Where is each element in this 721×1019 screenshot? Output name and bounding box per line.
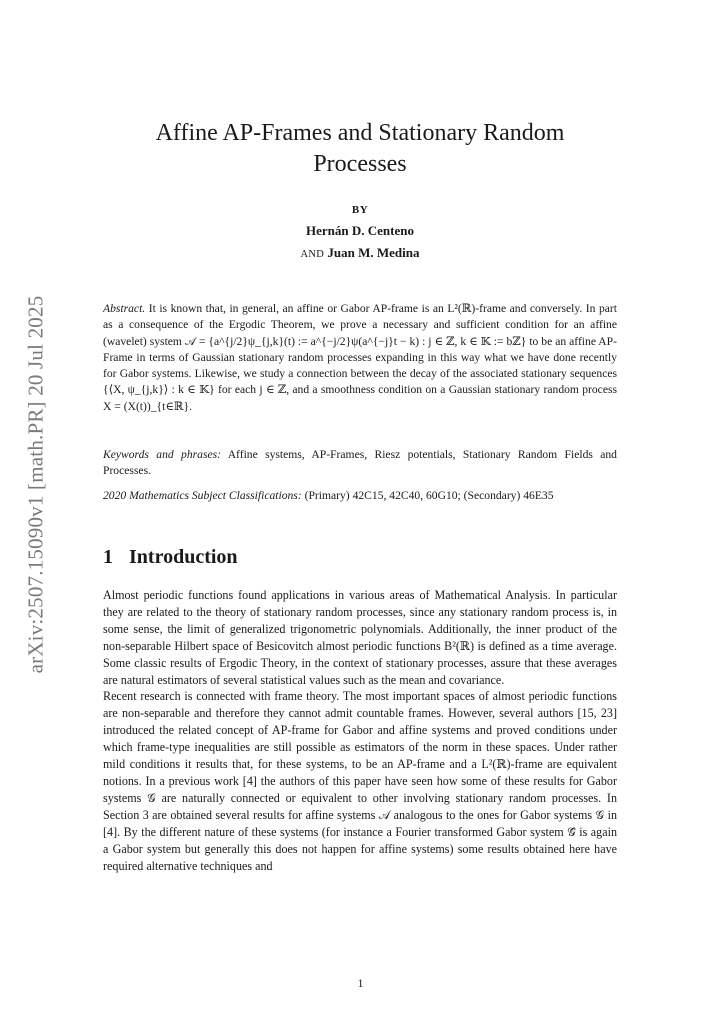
msc-text: (Primary) 42C15, 42C40, 60G10; (Secondary) 46E35	[304, 489, 554, 502]
arxiv-identifier: arXiv:2507.15090v1 [math.PR] 20 Jul 2025	[23, 295, 48, 673]
page-number: 1	[357, 976, 364, 990]
author-1: Hernán D. Centeno	[306, 223, 414, 238]
author-2: Juan M. Medina	[327, 245, 420, 260]
section-heading	[103, 546, 238, 569]
title-line-2: Processes	[313, 151, 407, 177]
abstract-text: It is known that, in general, an affine or Gabor AP-frame is an L²(ℝ)-frame and conversely. In part as a consequence of the Ergodic Theorem, we prove a necessary and sufficient condition for an affine (wavelet) system 𝒜 = {a^{j/2}ψ_{j,k}(t) := a^{−j/2}ψ(a^{−j}t − k) : j ∈ ℤ, k ∈ 𝕂 := bℤ} to be an affine AP-Frame in terms of Gaussian stationary random processes expanding in this way what we have done recently for Gabor systems. Likewise, we study a connection between the decay of the associated stationary sequences {⟨X, ψ_{j,k}⟩ : k ∈ 𝕂} for each j ∈ ℤ, and a smoothness condition on a Gaussian stationary random process X = (X(t))_{t∈ℝ}.	[103, 302, 617, 413]
msc-label: 2020 Mathematics Subject Classifications:	[103, 489, 302, 502]
byline-by: BY	[351, 204, 369, 216]
msc-classification	[103, 488, 617, 504]
paper-title	[103, 118, 617, 180]
intro-paragraph-1: Almost periodic functions found applications in various areas of Mathematical Analysis. In particular they are related to the theory of stationary random processes, since any stationary random process is, in some sense, the limit of generalized trigonometric polynomials. Additionally, the inner product of the non-separable Hilbert space of Besicovitch almost periodic functions B²(ℝ) is defined as a time average. Some classic results of Ergodic Theory, in the context of stationary processes, assure that these averages are natural estimators of several statistical values such as the mean and covariance.	[103, 588, 617, 687]
author-and: AND	[300, 249, 325, 260]
abstract	[103, 301, 617, 415]
section-number: 1	[103, 546, 113, 568]
introduction-body	[103, 587, 617, 874]
arxiv-sidebar-stamp	[22, 289, 50, 679]
author-2-line	[103, 245, 617, 261]
keywords-text: Affine systems, AP-Frames, Riesz potentials, Stationary Random Fields and Processes.	[103, 448, 617, 478]
keywords	[103, 447, 617, 480]
section-title: Introduction	[129, 546, 238, 568]
title-line-1: Affine AP-Frames and Stationary Random	[155, 120, 565, 146]
intro-paragraph-2: Recent research is connected with frame theory. The most important spaces of almost periodic functions are non-separable and therefore they cannot admit countable frames. However, several authors [15, 23] introduced the related concept of AP-frame for Gabor and affine systems and proved conditions under which frame-type inequalities are still possible as estimators of the norm in these spaces. Under rather mild conditions it results that, for these systems, to be an AP-frame and a L²(ℝ)-frame are equivalent notions. In a previous work [4] the authors of this paper have seen how some of these results for Gabor systems 𝒢 are naturally connected or equivalent to other involving stationary random processes. In Section 3 are obtained several results for affine systems 𝒜 analogous to the ones for Gabor systems 𝒢 in [4]. By the different nature of these systems (for instance a Fourier transformed Gabor system 𝒢̂ is again a Gabor system but generally this does not happen for affine systems) some results obtained here have required alternative techniques and	[103, 689, 617, 873]
keywords-label: Keywords and phrases:	[103, 448, 221, 461]
abstract-label: Abstract.	[103, 302, 146, 315]
